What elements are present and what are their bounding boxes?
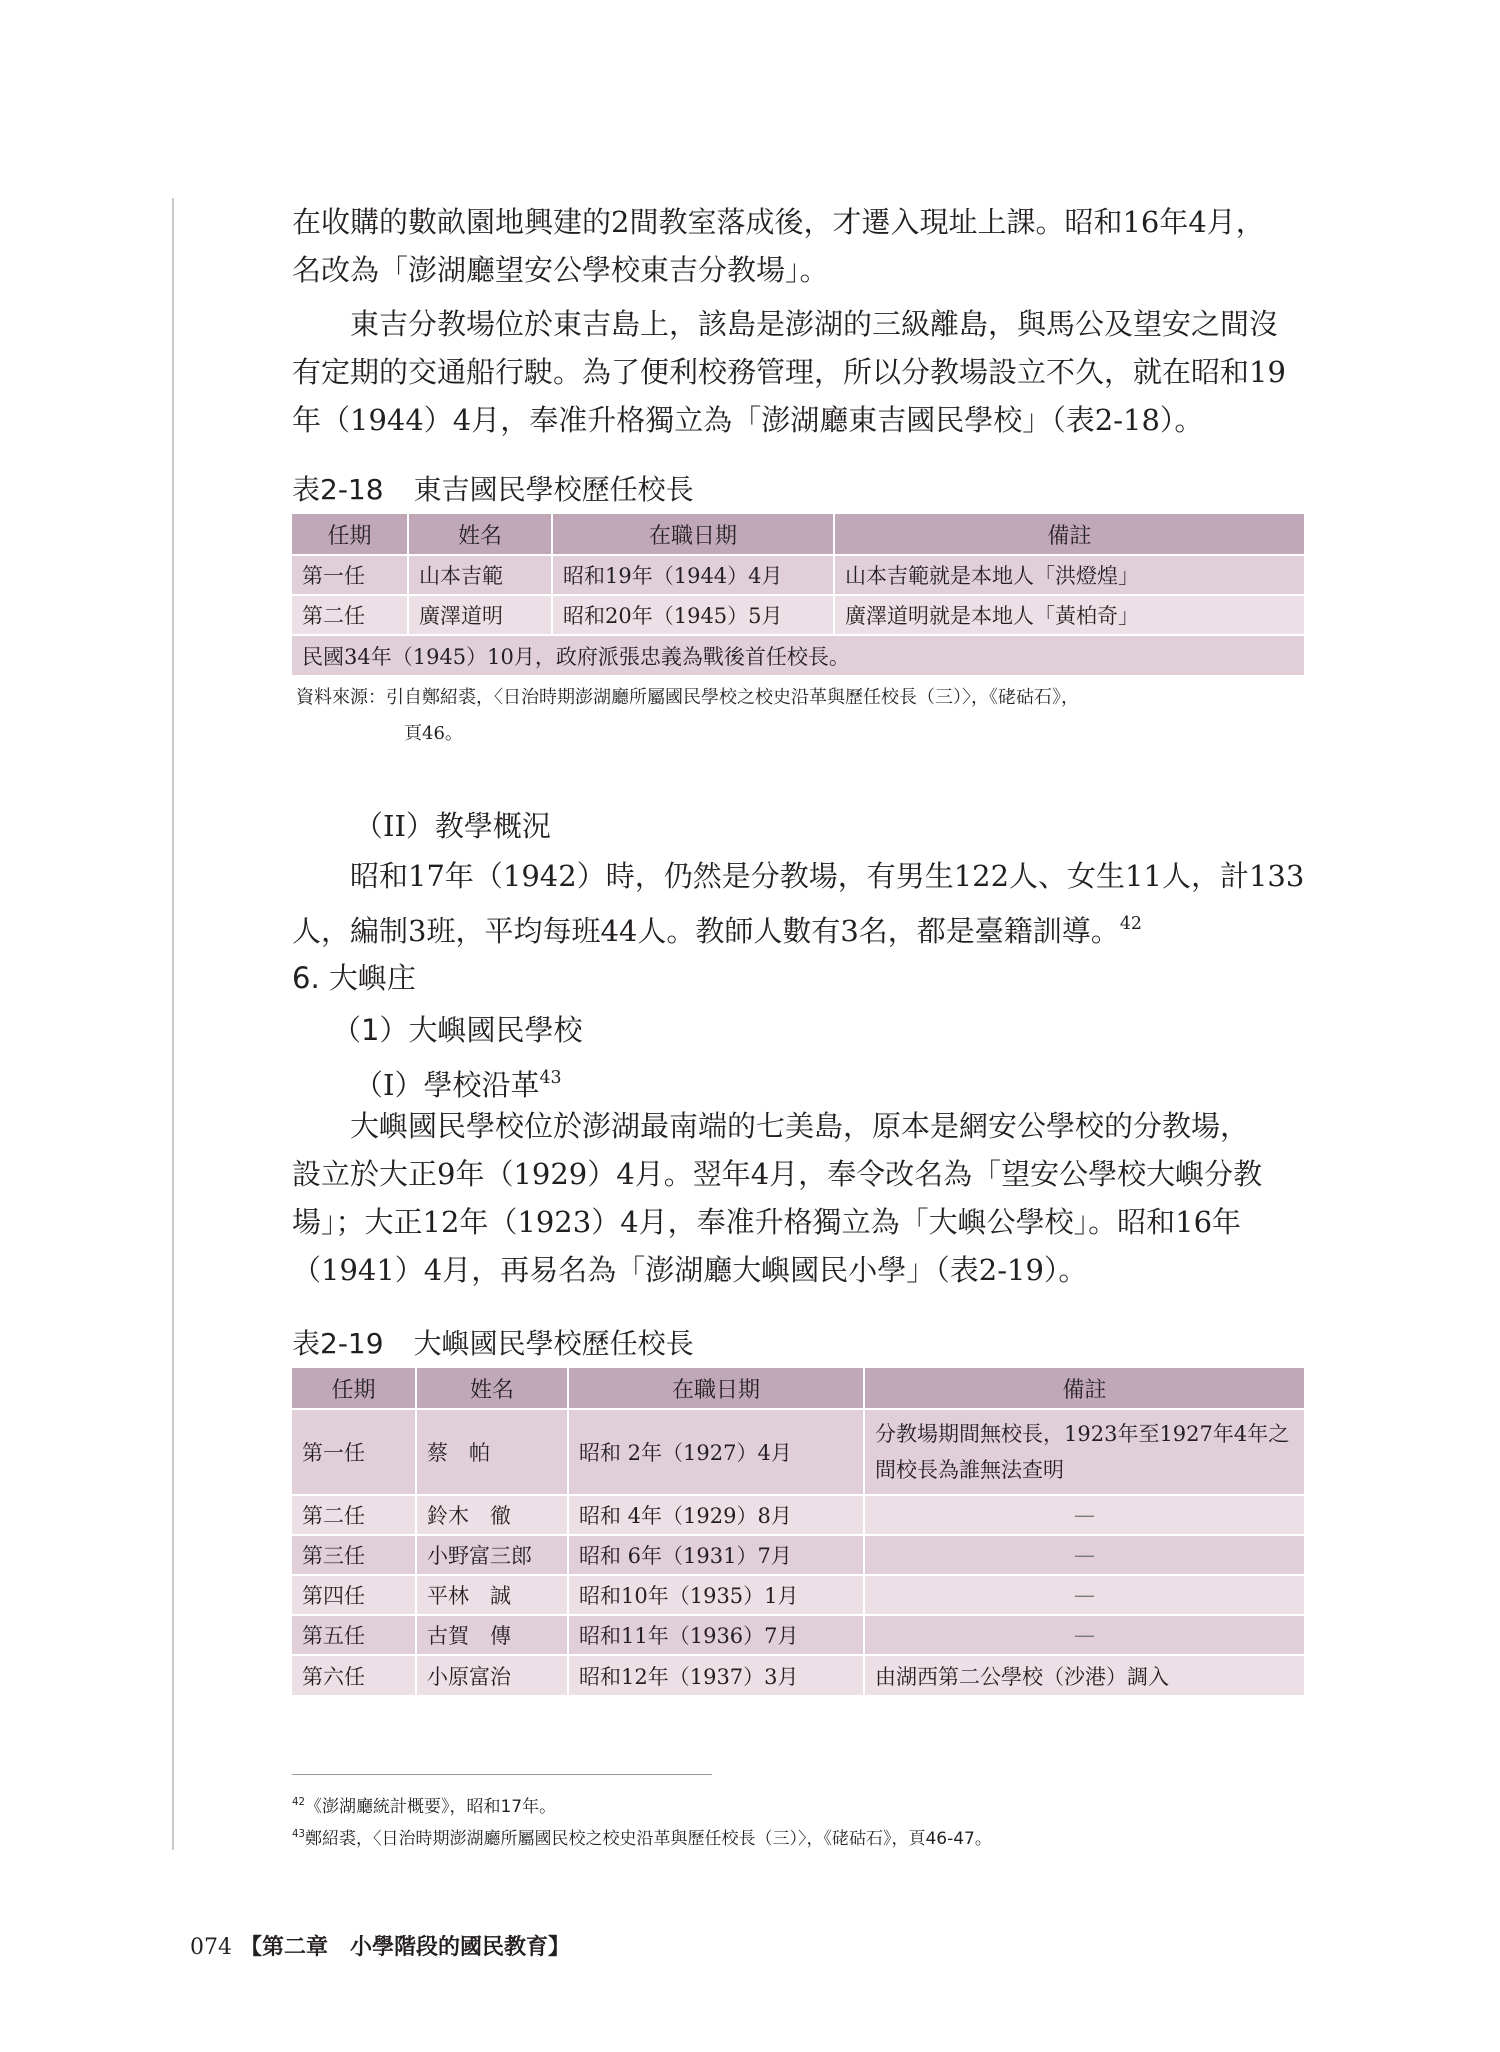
cell-remarks: — <box>864 1615 1304 1655</box>
paragraph-line: 大嶼國民學校位於澎湖最南端的七美島，原本是網安公學校的分教場， <box>350 1109 1250 1143</box>
intro-paragraph <box>292 198 1308 294</box>
table-row <box>292 1655 1304 1695</box>
teaching-paragraph <box>292 852 1308 955</box>
section-6-1-i-heading <box>354 1058 562 1105</box>
header-term: 任期 <box>292 514 408 555</box>
cell-dates: 昭和10年（1935）1月 <box>568 1575 864 1615</box>
cell-remarks: 由湖西第二公學校（沙港）調入 <box>864 1655 1304 1695</box>
cell-remarks: — <box>864 1575 1304 1615</box>
cell-remarks: 廣澤道明就是本地人「黃柏奇」 <box>834 595 1304 635</box>
cell-term: 第五任 <box>292 1615 416 1655</box>
cell-term: 第二任 <box>292 595 408 635</box>
paragraph-line: （1941）4月，再易名為「澎湖廳大嶼國民小學」（表2-19）。 <box>292 1253 1088 1287</box>
section-ii-heading: （II）教學概況 <box>354 809 551 843</box>
footnote-43 <box>292 1822 992 1852</box>
footnote-ref[interactable]: 43 <box>539 1068 562 1088</box>
paragraph-line: 東吉分教場位於東吉島上，該島是澎湖的三級離島，與馬公及望安之間沒 <box>350 307 1279 341</box>
source-line: 資料來源：引自鄭紹裘，〈日治時期澎湖廳所屬國民學校之校史沿革與歷任校長（三）〉，《硓𥑮石》， <box>296 687 1079 708</box>
footnote-text: 鄭紹裘，〈日治時期澎湖廳所屬國民校之校史沿革與歷任校長（三）〉，《硓𥑮石》，頁46-47。 <box>304 1829 992 1850</box>
section-6-1-heading: （1）大嶼國民學校 <box>332 1013 583 1047</box>
footnote-rule <box>292 1774 712 1775</box>
table-header-row <box>292 1368 1304 1409</box>
table-note-row <box>292 635 1304 675</box>
table-row <box>292 1409 1304 1495</box>
table-row <box>292 555 1304 595</box>
footnote-ref[interactable]: 42 <box>1119 914 1142 934</box>
intro-line: 名改為「澎湖廳望安公學校東吉分教場」。 <box>292 253 829 287</box>
header-name: 姓名 <box>416 1368 568 1409</box>
paragraph-line: 有定期的交通船行駛。為了便利校務管理，所以分教場設立不久，就在昭和19 <box>292 355 1286 389</box>
source-line: 頁46。 <box>404 723 463 744</box>
cell-name: 古賀 傳 <box>416 1615 568 1655</box>
table-2-19-title <box>292 1326 694 1362</box>
table-2-18 <box>292 514 1304 675</box>
table-2-19 <box>292 1368 1304 1695</box>
table-row <box>292 1615 1304 1655</box>
cell-dates: 昭和20年（1945）5月 <box>552 595 834 635</box>
header-dates: 在職日期 <box>552 514 834 555</box>
paragraph-text: 人，編制3班，平均每班44人。教師人數有3名，都是臺籍訓導。 <box>292 914 1120 949</box>
footnote-number: 42 <box>292 1797 305 1808</box>
table-source <box>296 680 1079 752</box>
cell-remarks: 分教場期間無校長，1923年至1927年4年之間校長為誰無法查明 <box>864 1409 1304 1495</box>
table-header-row <box>292 514 1304 555</box>
cell-term: 第一任 <box>292 555 408 595</box>
header-remarks: 備註 <box>834 514 1304 555</box>
cell-term: 第一任 <box>292 1409 416 1495</box>
cell-dates: 昭和11年（1936）7月 <box>568 1615 864 1655</box>
paragraph-line: 昭和17年（1942）時，仍然是分教場，有男生122人、女生11人，計133 <box>350 859 1305 893</box>
paragraph-line <box>292 900 1308 955</box>
table-number: 表2-18 <box>292 473 384 506</box>
paragraph-line: 設立於大正9年（1929）4月。翌年4月，奉令改名為「望安公學校大嶼分教 <box>292 1157 1263 1191</box>
page-footer <box>190 1930 570 1961</box>
header-dates: 在職日期 <box>568 1368 864 1409</box>
cell-dates: 昭和19年（1944）4月 <box>552 555 834 595</box>
cell-term: 第四任 <box>292 1575 416 1615</box>
paragraph-line: 場」；大正12年（1923）4月，奉准升格獨立為「大嶼公學校」。昭和16年 <box>292 1205 1242 1239</box>
cell-name: 小野富三郎 <box>416 1535 568 1575</box>
footnote-number: 43 <box>292 1829 305 1840</box>
header-remarks: 備註 <box>864 1368 1304 1409</box>
cell-name: 鈴木 徹 <box>416 1495 568 1535</box>
cell-name: 小原富治 <box>416 1655 568 1695</box>
page-number: 074 <box>190 1935 232 1960</box>
table-2-18-title <box>292 472 694 508</box>
cell-term: 第六任 <box>292 1655 416 1695</box>
footnote-42 <box>292 1790 556 1820</box>
table-row <box>292 595 1304 635</box>
cell-dates: 昭和 4年（1929）8月 <box>568 1495 864 1535</box>
cell-remarks: — <box>864 1535 1304 1575</box>
table-title: 東吉國民學校歷任校長 <box>413 473 694 506</box>
table-number: 表2-19 <box>292 1327 384 1360</box>
dongji-paragraph <box>292 300 1308 444</box>
chapter-title: 【第二章 小學階段的國民教育】 <box>240 1934 571 1960</box>
intro-line: 在收購的數畝園地興建的2間教室落成後，才遷入現址上課。昭和16年4月， <box>292 205 1265 239</box>
cell-dates: 昭和12年（1937）3月 <box>568 1655 864 1695</box>
table-title: 大嶼國民學校歷任校長 <box>413 1327 694 1360</box>
cell-name: 蔡 帕 <box>416 1409 568 1495</box>
paragraph-line: 年（1944）4月，奉准升格獨立為「澎湖廳東吉國民學校」（表2-18）。 <box>292 403 1204 437</box>
cell-name: 平林 誠 <box>416 1575 568 1615</box>
margin-rule <box>172 198 174 1850</box>
cell-name: 山本吉範 <box>408 555 552 595</box>
cell-term: 第二任 <box>292 1495 416 1535</box>
cell-dates: 昭和 6年（1931）7月 <box>568 1535 864 1575</box>
dayu-paragraph <box>292 1102 1308 1294</box>
heading-text: （I）學校沿革 <box>354 1068 540 1103</box>
table-row <box>292 1495 1304 1535</box>
table-row <box>292 1535 1304 1575</box>
footnote-text: 《澎湖廳統計概要》，昭和17年。 <box>304 1797 557 1818</box>
header-name: 姓名 <box>408 514 552 555</box>
cell-remarks: — <box>864 1495 1304 1535</box>
cell-remarks: 山本吉範就是本地人「洪燈煌」 <box>834 555 1304 595</box>
cell-dates: 昭和 2年（1927）4月 <box>568 1409 864 1495</box>
table-note: 民國34年（1945）10月，政府派張忠義為戰後首任校長。 <box>292 635 1304 675</box>
header-term: 任期 <box>292 1368 416 1409</box>
cell-term: 第三任 <box>292 1535 416 1575</box>
section-6-heading: 6. 大嶼庄 <box>292 961 416 995</box>
table-row <box>292 1575 1304 1615</box>
cell-name: 廣澤道明 <box>408 595 552 635</box>
